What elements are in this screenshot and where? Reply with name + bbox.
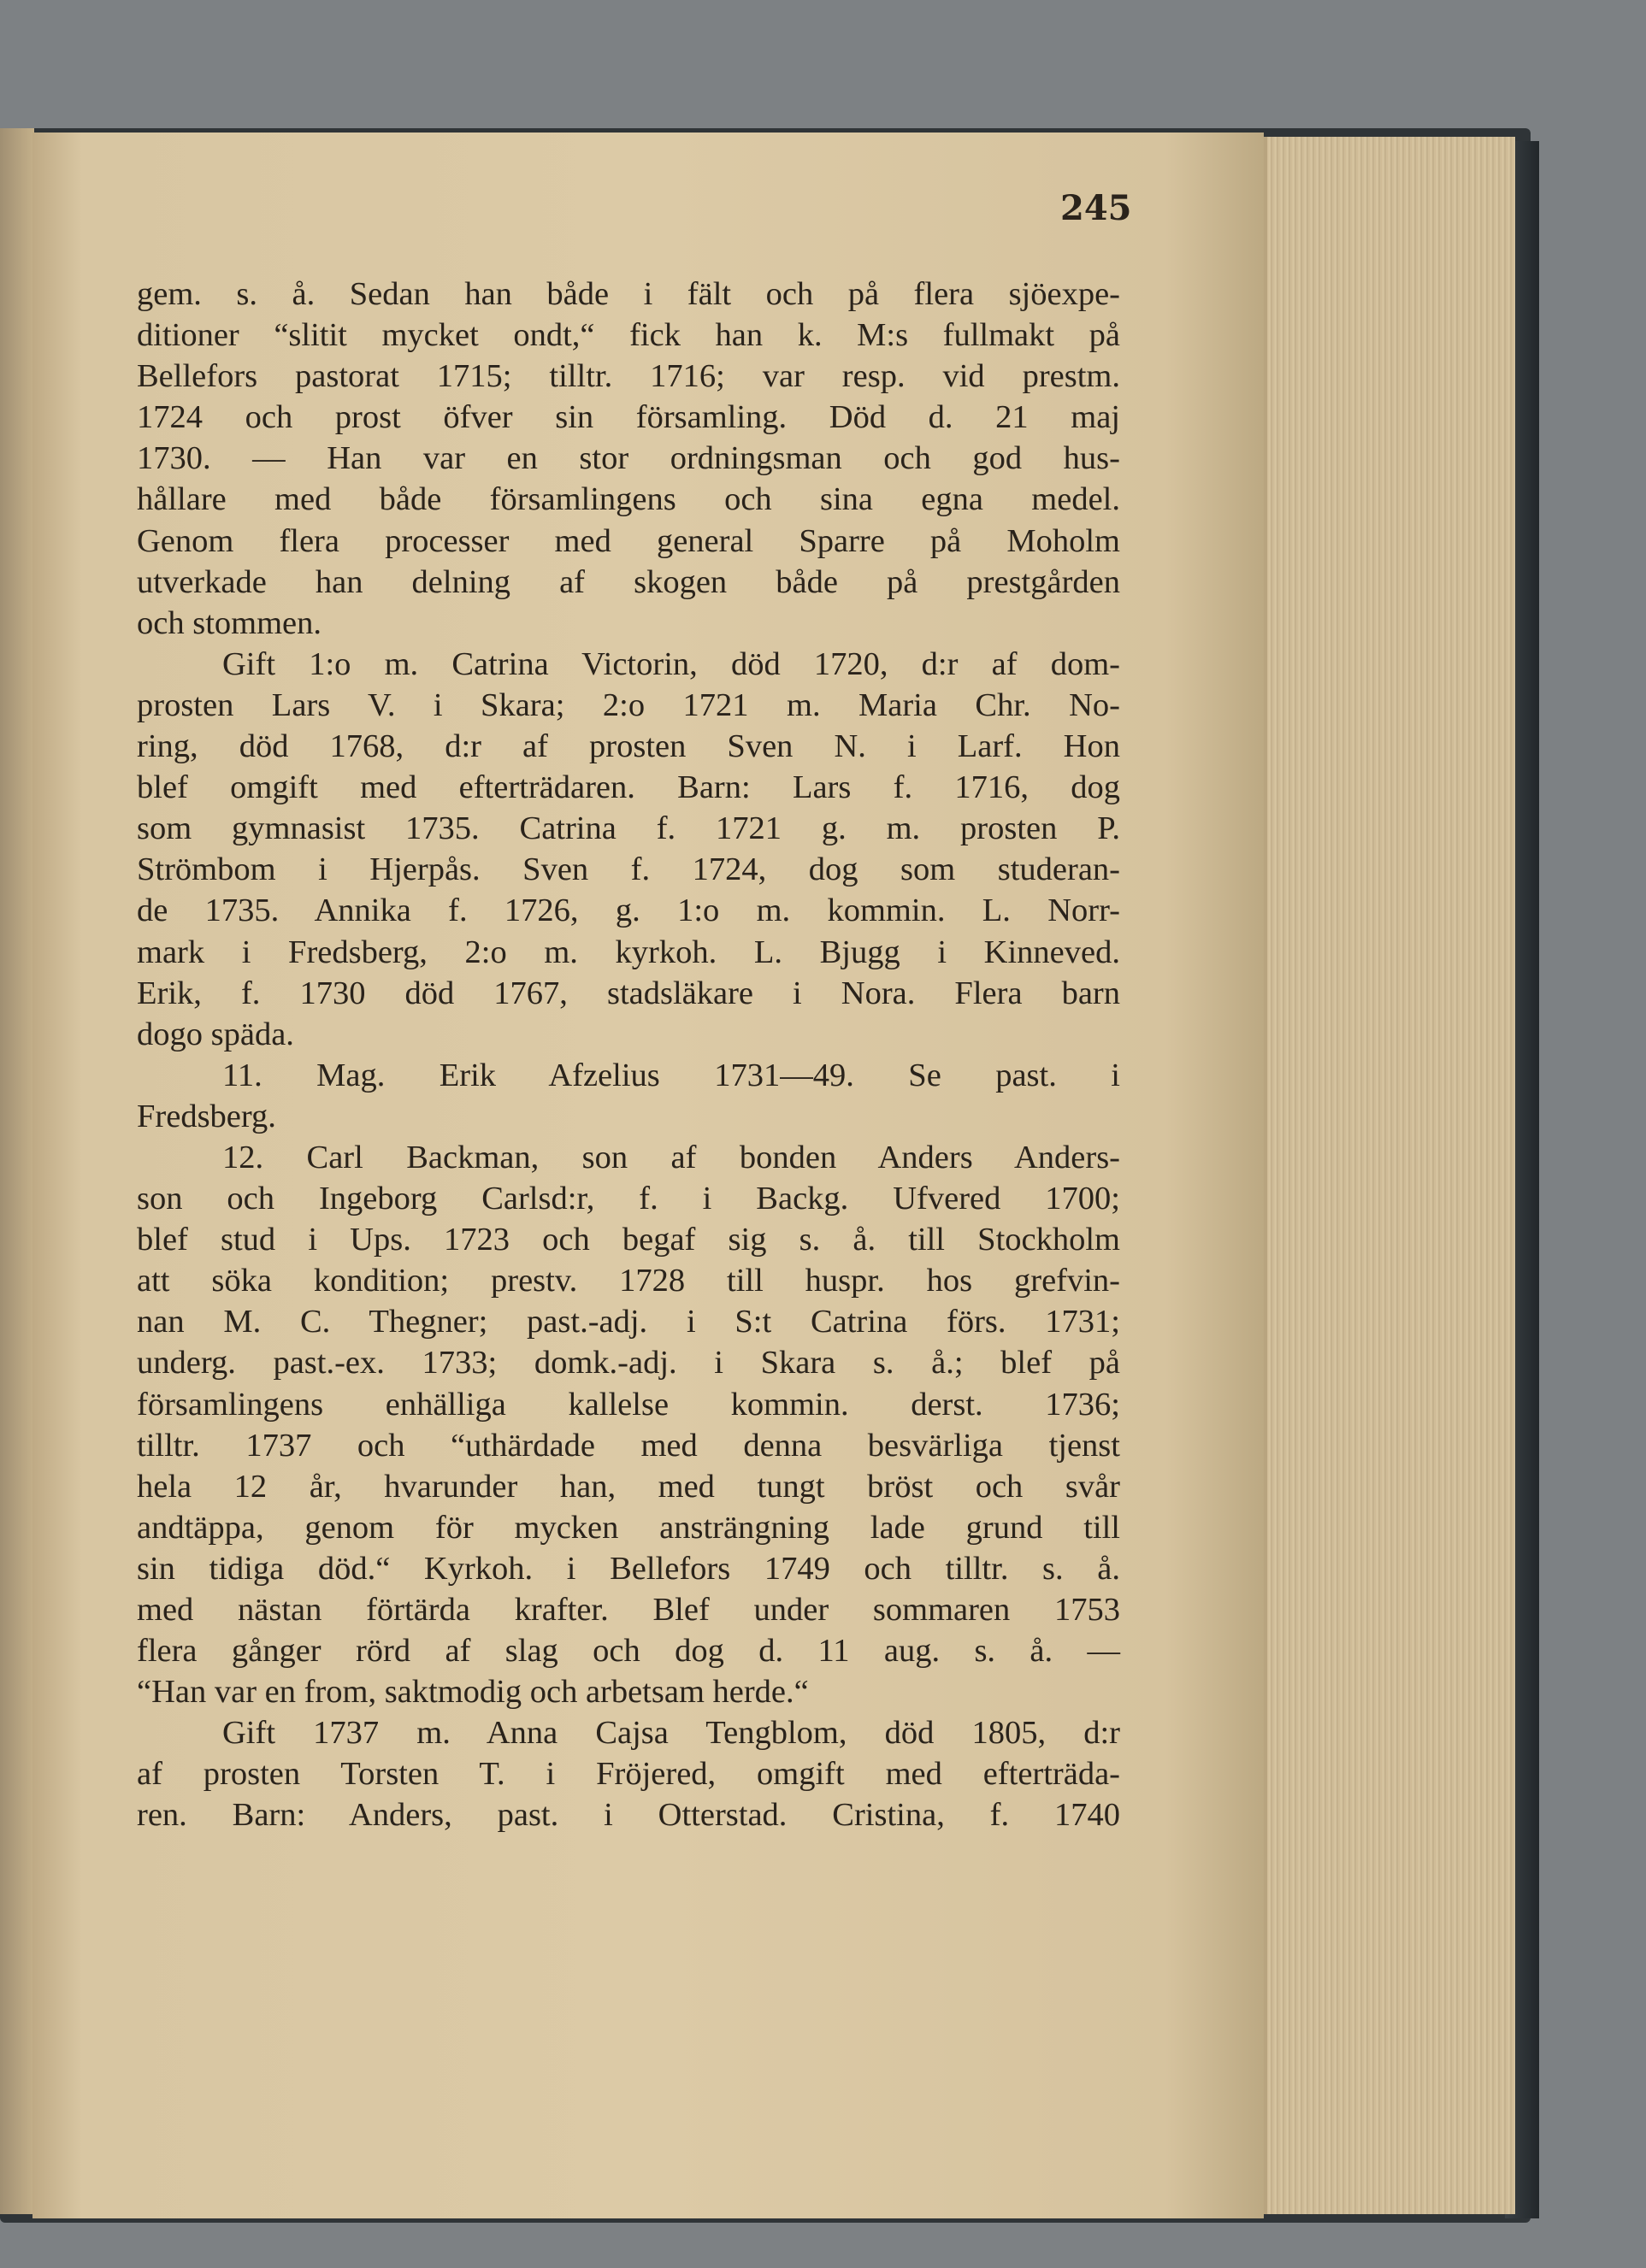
text-line: blef stud i Ups. 1723 och begaf sig s. å. till Stockholm: [137, 1222, 1120, 1258]
text-line: att söka kondition; prestv. 1728 till huspr. hos grefvin-: [137, 1263, 1120, 1299]
text-line: Bellefors pastorat 1715; tilltr. 1716; var resp. vid prestm.: [137, 358, 1120, 395]
text-line: församlingens enhälliga kallelse kommin. derst. 1736;: [137, 1386, 1120, 1423]
left-page-edge: [0, 128, 34, 2214]
text-line: de 1735. Annika f. 1726, g. 1:o m. kommin. L. Norr-: [137, 892, 1120, 929]
text-line: blef omgift med efterträdaren. Barn: Lars f. 1716, dog: [137, 769, 1120, 806]
text-line: 12. Carl Backman, son af bonden Anders Anders-: [222, 1139, 1120, 1175]
text-line: som gymnasist 1735. Catrina f. 1721 g. m. prosten P.: [137, 810, 1120, 847]
page-number: 245: [1060, 188, 1132, 228]
text-line: prosten Lars V. i Skara; 2:o 1721 m. Maria Chr. No-: [137, 686, 1120, 723]
text-line: ren. Barn: Anders, past. i Otterstad. Cristina, f. 1740: [137, 1797, 1120, 1834]
text-line: gem. s. å. Sedan han både i fält och på flera sjöexpe-: [137, 276, 1120, 312]
text-line: 11. Mag. Erik Afzelius 1731—49. Se past. i: [222, 1057, 1120, 1093]
text-line: dogo späda.: [137, 1016, 294, 1052]
text-line: 1724 och prost öfver sin församling. Död d. 21 maj: [137, 399, 1120, 436]
text-line: utverkade han delning af skogen både på prestgården: [137, 563, 1120, 600]
text-line: 1730. — Han var en stor ordningsman och god hus-: [137, 440, 1120, 477]
text-line: flera gånger rörd af slag och dog d. 11 aug. s. å. —: [137, 1633, 1120, 1670]
text-line: Strömbom i Hjerpås. Sven f. 1724, dog som studeran-: [137, 851, 1120, 888]
text-line: “Han var en from, saktmodig och arbetsam herde.“: [137, 1674, 809, 1711]
text-line: ring, död 1768, d:r af prosten Sven N. i Larf. Hon: [137, 728, 1120, 765]
text-line: hållare med både församlingens och sina egna medel.: [137, 481, 1120, 518]
text-line: hela 12 år, hvarunder han, med tungt bröst och svår: [137, 1468, 1120, 1505]
text-line: andtäppa, genom för mycken ansträngning lade grund till: [137, 1509, 1120, 1546]
text-line: Gift 1737 m. Anna Cajsa Tengblom, död 1805, d:r: [222, 1715, 1120, 1752]
text-line: Genom flera processer med general Sparre på Moholm: [137, 522, 1120, 559]
text-line: sin tidiga död.“ Kyrkoh. i Bellefors 1749 och tilltr. s. å.: [137, 1550, 1120, 1587]
text-line: af prosten Torsten T. i Fröjered, omgift med efterträda-: [137, 1756, 1120, 1793]
text-line: Gift 1:o m. Catrina Victorin, död 1720, d:r af dom-: [222, 645, 1120, 682]
page-text: [137, 274, 1120, 1836]
text-line: son och Ingeborg Carlsd:r, f. i Backg. Ufvered 1700;: [137, 1181, 1120, 1217]
text-line: tilltr. 1737 och “uthärdade med denna besvärliga tjenst: [137, 1427, 1120, 1464]
text-line: nan M. C. Thegner; past.-adj. i S:t Catrina förs. 1731;: [137, 1304, 1120, 1340]
page-stack-edges: [1264, 137, 1515, 2214]
text-line: ditioner “slitit mycket ondt,“ fick han k. M:s fullmakt på: [137, 317, 1120, 354]
text-line: med nästan förtärda krafter. Blef under sommaren 1753: [137, 1592, 1120, 1628]
text-line: underg. past.-ex. 1733; domk.-adj. i Skara s. å.; blef på: [137, 1345, 1120, 1381]
text-line: Erik, f. 1730 död 1767, stadsläkare i Nora. Flera barn: [137, 975, 1120, 1011]
text-line: mark i Fredsberg, 2:o m. kyrkoh. L. Bjugg i Kinneved.: [137, 934, 1120, 970]
text-line: och stommen.: [137, 604, 322, 641]
text-line: Fredsberg.: [137, 1098, 276, 1134]
